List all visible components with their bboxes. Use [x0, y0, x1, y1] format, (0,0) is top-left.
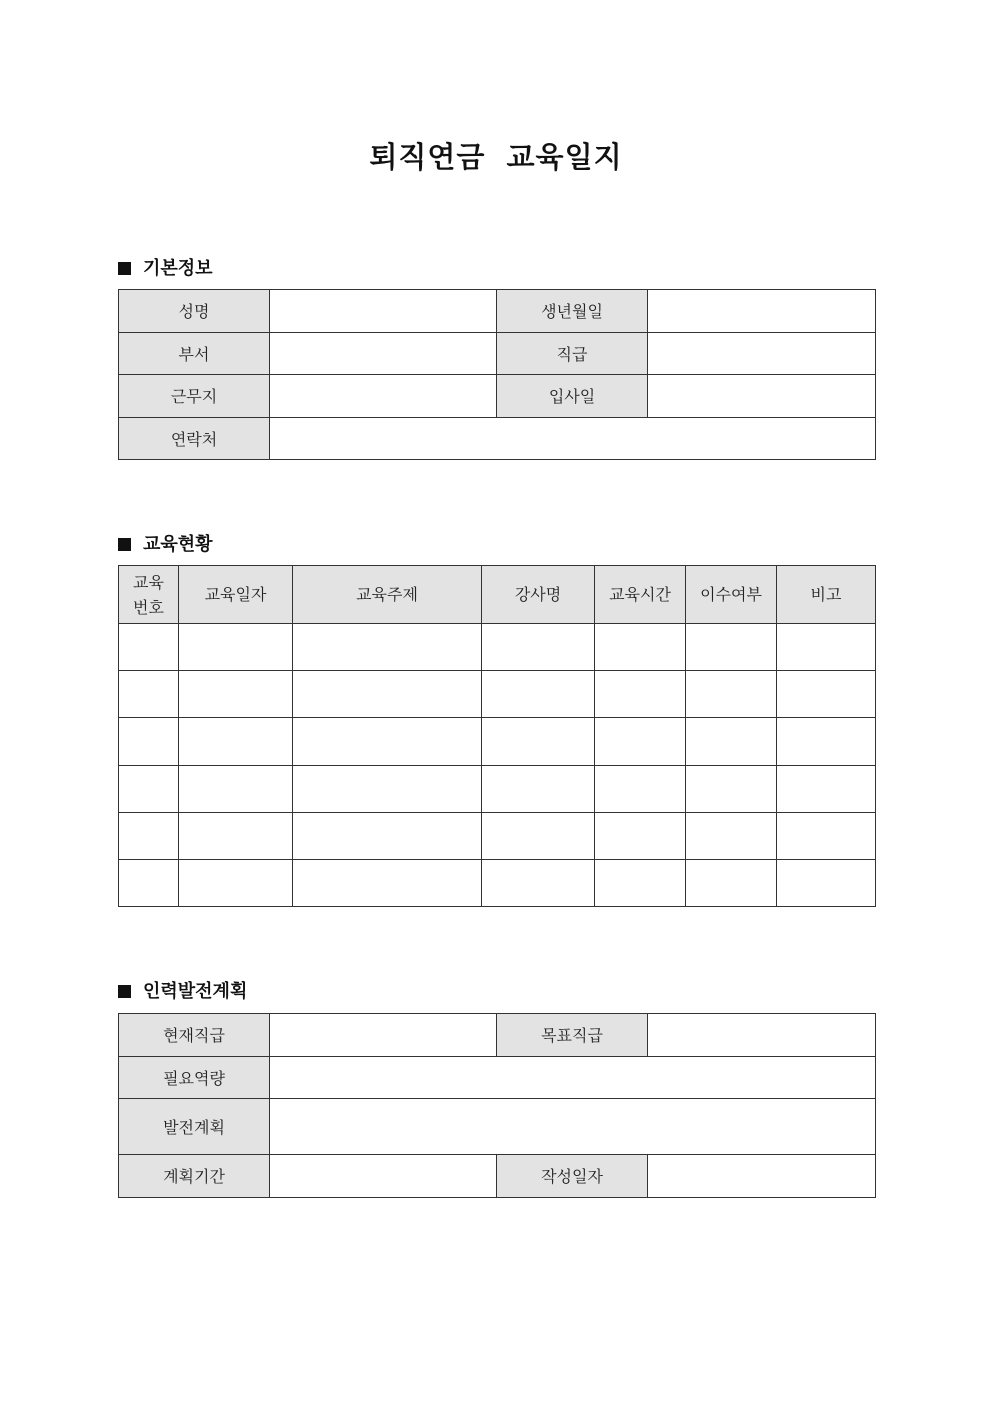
- required-competency-field[interactable]: [270, 1056, 876, 1099]
- table-cell[interactable]: [686, 671, 777, 718]
- current-position-field[interactable]: [270, 1014, 497, 1057]
- table-cell[interactable]: [595, 718, 686, 765]
- table-cell[interactable]: [179, 812, 293, 859]
- table-row: [119, 332, 876, 375]
- position-field[interactable]: [648, 332, 876, 375]
- table-cell[interactable]: [293, 718, 482, 765]
- table-row: [119, 765, 876, 812]
- name-field[interactable]: [270, 290, 497, 333]
- table-cell[interactable]: [777, 624, 876, 671]
- department-field[interactable]: [270, 332, 497, 375]
- column-header: 교육시간: [595, 566, 686, 624]
- table-cell[interactable]: [119, 671, 179, 718]
- table-cell[interactable]: [482, 765, 595, 812]
- square-bullet-icon: [118, 262, 131, 275]
- contact-field[interactable]: [270, 417, 876, 460]
- table-cell[interactable]: [179, 765, 293, 812]
- page-title: 퇴직연금 교육일지: [369, 140, 623, 174]
- section-heading-education: [118, 530, 213, 556]
- table-row: [119, 1155, 876, 1198]
- table-cell[interactable]: [595, 765, 686, 812]
- column-header: 교육일자: [179, 566, 293, 624]
- table-cell[interactable]: [482, 718, 595, 765]
- table-cell[interactable]: [482, 812, 595, 859]
- current-position-label: 현재직급: [119, 1014, 270, 1057]
- table-cell[interactable]: [119, 718, 179, 765]
- written-date-label: 작성일자: [497, 1155, 648, 1198]
- target-position-field[interactable]: [648, 1014, 876, 1057]
- table-cell[interactable]: [686, 859, 777, 906]
- column-header: 교육주제: [293, 566, 482, 624]
- table-cell[interactable]: [777, 671, 876, 718]
- table-cell[interactable]: [777, 718, 876, 765]
- table-cell[interactable]: [686, 718, 777, 765]
- square-bullet-icon: [118, 538, 131, 551]
- table-cell[interactable]: [119, 859, 179, 906]
- plan-period-field[interactable]: [270, 1155, 497, 1198]
- table-cell[interactable]: [119, 765, 179, 812]
- table-row: [119, 1056, 876, 1099]
- written-date-field[interactable]: [648, 1155, 876, 1198]
- table-cell[interactable]: [595, 671, 686, 718]
- section-heading-basic-info: [118, 254, 213, 280]
- column-header: 비고: [777, 566, 876, 624]
- birth-date-label: 생년월일: [497, 290, 648, 333]
- column-header: 강사명: [482, 566, 595, 624]
- birth-date-field[interactable]: [648, 290, 876, 333]
- name-label: 성명: [119, 290, 270, 333]
- table-cell[interactable]: [293, 671, 482, 718]
- table-cell[interactable]: [595, 859, 686, 906]
- table-row: [119, 1099, 876, 1155]
- table-cell[interactable]: [482, 859, 595, 906]
- table-cell[interactable]: [293, 859, 482, 906]
- table-header-row: [119, 566, 876, 624]
- table-row: [119, 812, 876, 859]
- required-competency-label: 필요역량: [119, 1056, 270, 1099]
- workplace-field[interactable]: [270, 375, 497, 418]
- education-table-body: [119, 624, 876, 907]
- table-row: [119, 859, 876, 906]
- section-heading-label: 교육현황: [143, 534, 213, 555]
- table-cell[interactable]: [293, 765, 482, 812]
- join-date-field[interactable]: [648, 375, 876, 418]
- table-cell[interactable]: [482, 671, 595, 718]
- section-heading-label: 기본정보: [143, 258, 213, 279]
- table-cell[interactable]: [179, 718, 293, 765]
- table-cell[interactable]: [777, 812, 876, 859]
- plan-period-label: 계획기간: [119, 1155, 270, 1198]
- development-plan-field[interactable]: [270, 1099, 876, 1155]
- development-plan-table: [118, 1013, 876, 1198]
- column-header: 이수여부: [686, 566, 777, 624]
- section-heading-label: 인력발전계획: [143, 981, 248, 1002]
- contact-label: 연락처: [119, 417, 270, 460]
- table-row: [119, 1014, 876, 1057]
- target-position-label: 목표직급: [497, 1014, 648, 1057]
- table-cell[interactable]: [179, 671, 293, 718]
- education-table: [118, 565, 876, 907]
- table-cell[interactable]: [686, 624, 777, 671]
- table-cell[interactable]: [686, 812, 777, 859]
- development-plan-label: 발전계획: [119, 1099, 270, 1155]
- table-cell[interactable]: [595, 624, 686, 671]
- position-label: 직급: [497, 332, 648, 375]
- table-cell[interactable]: [293, 624, 482, 671]
- table-cell[interactable]: [777, 765, 876, 812]
- basic-info-table: [118, 289, 876, 460]
- table-row: [119, 417, 876, 460]
- table-cell[interactable]: [179, 859, 293, 906]
- table-row: [119, 718, 876, 765]
- table-row: [119, 375, 876, 418]
- table-cell[interactable]: [119, 624, 179, 671]
- table-cell[interactable]: [293, 812, 482, 859]
- table-row: [119, 671, 876, 718]
- table-cell[interactable]: [595, 812, 686, 859]
- table-cell[interactable]: [179, 624, 293, 671]
- square-bullet-icon: [118, 985, 131, 998]
- column-header: 교육 번호: [119, 566, 179, 624]
- table-cell[interactable]: [119, 812, 179, 859]
- table-cell[interactable]: [777, 859, 876, 906]
- workplace-label: 근무지: [119, 375, 270, 418]
- department-label: 부서: [119, 332, 270, 375]
- table-row: [119, 290, 876, 333]
- section-heading-development: [118, 977, 247, 1003]
- table-cell[interactable]: [482, 624, 595, 671]
- join-date-label: 입사일: [497, 375, 648, 418]
- table-cell[interactable]: [686, 765, 777, 812]
- table-row: [119, 624, 876, 671]
